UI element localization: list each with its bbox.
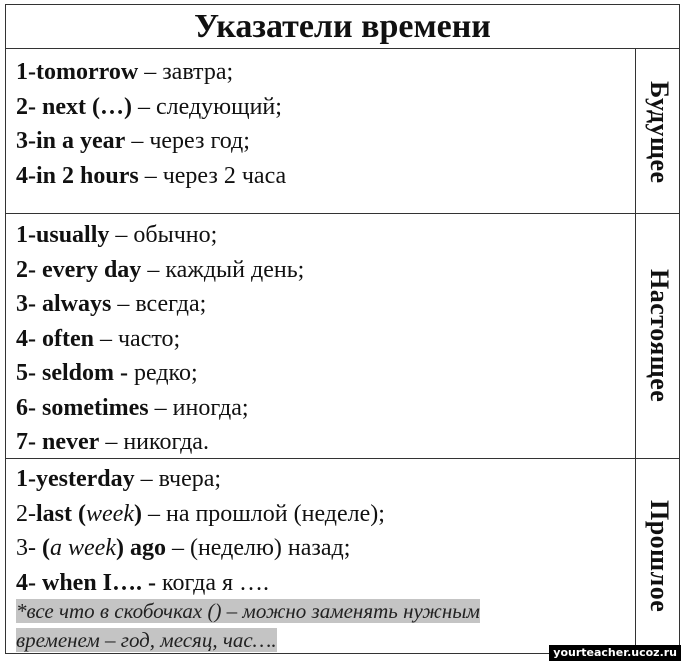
present-section <box>16 218 304 460</box>
site-watermark: yourteacher.ucoz.ru <box>549 645 681 661</box>
future-item-1: 1-tomorrow – завтра; <box>16 59 234 85</box>
row-divider-future-present <box>6 213 679 214</box>
present-item-3: 3- always – всегда; <box>16 291 207 317</box>
footnote <box>16 597 596 655</box>
present-item-6: 6- sometimes – иногда; <box>16 394 249 421</box>
past-item-4: 4- when I…. - когда я …. <box>16 569 270 596</box>
footnote-line-1: *все что в скобочках () – можно заменять нужным <box>16 599 480 623</box>
table-title: Указатели времени <box>6 5 679 49</box>
present-item-7: 7- never – никогда. <box>16 429 209 455</box>
column-divider <box>635 49 636 653</box>
present-item-5: 5- seldom - редко; <box>16 360 198 386</box>
past-tense-label: Прошлое <box>645 500 674 613</box>
time-markers-table <box>5 4 680 654</box>
footnote-line-2: временем – год, месяц, час…. <box>16 628 277 652</box>
present-tense-label: Настоящее <box>645 269 674 403</box>
future-tense-label: Будущее <box>645 80 674 184</box>
future-item-2: 2- next (…) – следующий; <box>16 93 282 120</box>
past-item-1: 1-yesterday – вчера; <box>16 466 222 492</box>
present-item-4: 4- often – часто; <box>16 325 181 352</box>
present-item-2: 2- every day – каждый день; <box>16 256 305 283</box>
present-item-1: 1-usually – обычно; <box>16 222 218 248</box>
future-item-3: 3-in a year – через год; <box>16 128 250 154</box>
future-item-4: 4-in 2 hours – через 2 часа <box>16 162 287 189</box>
future-section <box>16 55 286 193</box>
past-item-2: 2-last (week) – на прошлой (неделе); <box>16 500 385 527</box>
past-section <box>16 462 385 600</box>
past-item-3: 3- (a week) ago – (неделю) назад; <box>16 535 351 561</box>
